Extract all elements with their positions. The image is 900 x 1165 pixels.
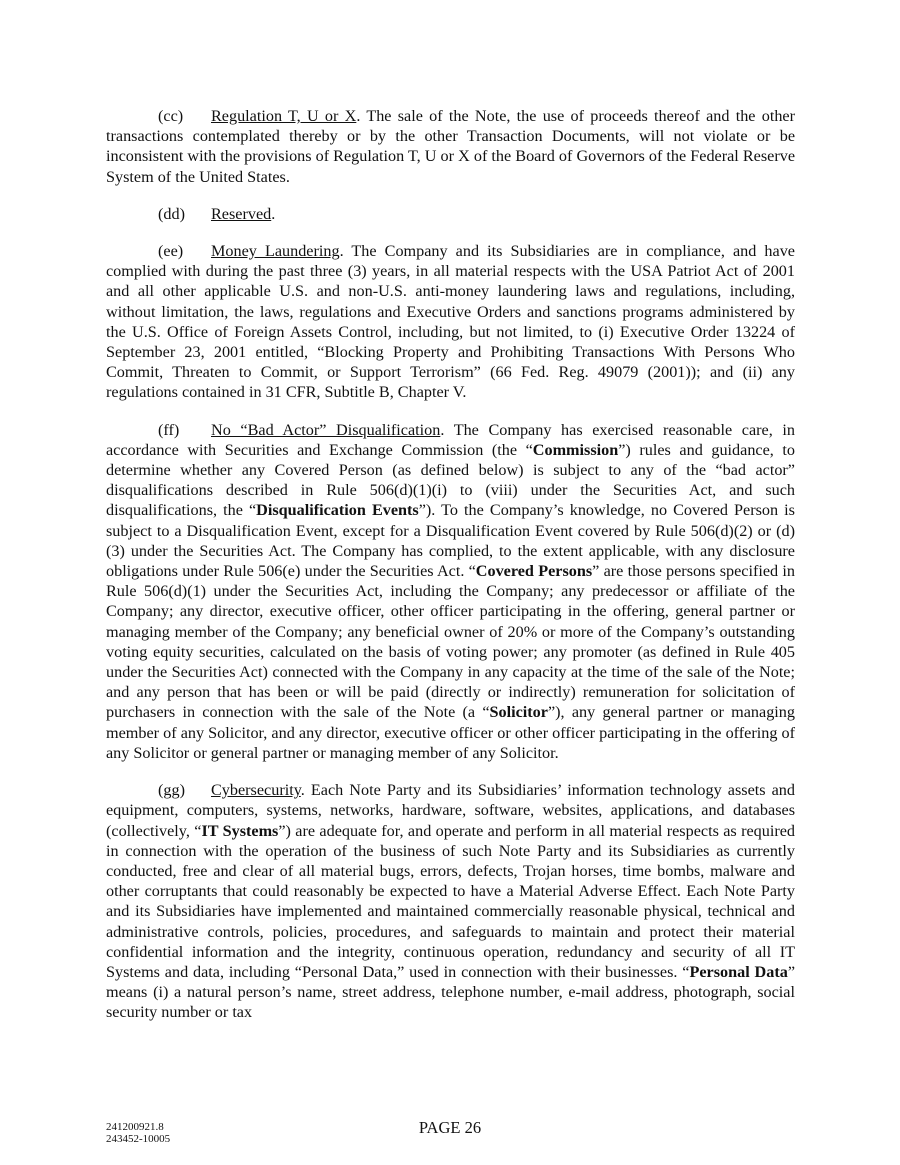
section-number: (ff) <box>158 420 180 439</box>
paragraph-text: ”) are adequate for, and operate and perform in all material respects as required in connection with the operation of the business of such Note Party and its Subsidiaries as currently conducted, free and clear of all material bugs, errors, defects, Trojan horses, time bombs, malware and other corruptants that could reasonably be expected to have a Material Adverse Effect. Each Note Party and its Subsidiaries have implemented and maintained commercially reasonable physical, technical and administrative controls, policies, procedures, and safeguards to maintain and protect their material confidential information and the integrity, continuous operation, redundancy and security of all IT Systems and data, including “Personal Data,” used in connection with their businesses. “ <box>106 821 796 981</box>
section-paragraph <box>106 241 795 403</box>
paragraph-text: ” are those persons specified in Rule 506(d)(1) under the Securities Act, including the Company; any predecessor or affiliate of the Company; any director, executive officer, other officer participating in the offering, general partner or managing member of the Company; any beneficial owner of 20% or more of the Company’s outstanding voting equity securities, calculated on the basis of voting power; any promoter (as defined in Rule 405 under the Securities Act) connected with the Company in any capacity at the time of the sale of the Note; and any person that has been or will be paid (directly or indirectly) remuneration for solicitation of purchasers in connection with the sale of the Note (a “ <box>106 562 795 722</box>
section-paragraph <box>106 204 795 224</box>
defined-term: Covered Persons <box>475 562 593 581</box>
page-number: PAGE 26 <box>418 1118 482 1137</box>
defined-term: Commission <box>532 440 619 459</box>
section-heading: Money Laundering <box>211 242 340 261</box>
defined-term: Personal Data <box>689 962 788 981</box>
section-heading: Cybersecurity <box>211 781 301 800</box>
section-paragraph <box>106 780 795 1022</box>
defined-term: Solicitor <box>489 703 548 722</box>
paragraph-text: ”) rules and guidance, to determine whether any Covered Person (as defined below) is subject to any of the “bad actor” disqualifications described in Rule 506(d)(1)(i) to (viii) under the Securities Act, and such disqualifications, the “ <box>106 440 795 520</box>
paragraph-text: ”), any general partner or managing member of any Solicitor, and any director, executive officer or other officer participating in the offering of any Solicitor or general partner or managing member of any Solicitor. <box>106 703 795 762</box>
footer-doc-id-line-2: 243452-10005 <box>106 1133 171 1145</box>
section-paragraph <box>106 106 795 187</box>
defined-term: IT Systems <box>201 821 279 840</box>
paragraph-text: . Each Note Party and its Subsidiaries’ information technology assets and equipment, computers, systems, networks, hardware, software, websites, applications, and databases (collectively, “ <box>106 781 795 840</box>
paragraph-text: . The Company has exercised reasonable care, in accordance with Securities and Exchange Commission (the “ <box>106 420 795 459</box>
document-body <box>106 106 795 1040</box>
section-heading: Regulation T, U or X <box>211 107 357 125</box>
paragraph-text: . The Company and its Subsidiaries are in compliance, and have complied with during the past three (3) years, in all material respects with the USA Patriot Act of 2001 and all other applicable U.S. and non-U.S. anti-money laundering laws and regulations, including, without limitation, the laws, regulations and Executive Orders and sanctions programs administered by the U.S. Office of Foreign Assets Control, including, but not limited, to (i) Executive Order 13224 of September 23, 2001 entitled, “Blocking Property and Prohibiting Transactions With Persons Who Commit, Threaten to Commit, or Support Terrorism” (66 Fed. Reg. 49079 (2001)); and (ii) any regulations contained in 31 CFR, Subtitle B, Chapter V. <box>106 242 795 402</box>
section-number: (dd) <box>158 204 185 223</box>
section-heading: No “Bad Actor” Disqualification <box>211 420 441 439</box>
section-number: (ee) <box>158 242 184 261</box>
section-number: (gg) <box>158 781 185 800</box>
paragraph-text: . The sale of the Note, the use of proceeds thereof and the other transactions contemplated thereby or by the other Transaction Documents, will not violate or be inconsistent with the provisions of Regulation T, U or X of the Board of Governors of the Federal Reserve System of the United States. <box>106 107 795 186</box>
section-paragraph <box>106 420 795 763</box>
paragraph-text: ” means (i) a natural person’s name, street address, telephone number, e-mail address, photograph, social security number or tax <box>106 962 795 1022</box>
section-heading: Reserved <box>211 204 272 223</box>
footer-doc-id-line-1: 241200921.8 <box>106 1121 164 1133</box>
section-number: (cc) <box>158 107 184 125</box>
paragraph-text: . <box>271 204 276 223</box>
paragraph-text: ”). To the Company’s knowledge, no Covered Person is subject to a Disqualification Event, except for a Disqualification Event covered by Rule 506(d)(2) or (d)(3) under the Securities Act. The Company has complied, to the extent applicable, with any disclosure obligations under Rule 506(e) under the Securities Act. “ <box>106 501 795 581</box>
defined-term: Disqualification Events <box>256 501 419 520</box>
